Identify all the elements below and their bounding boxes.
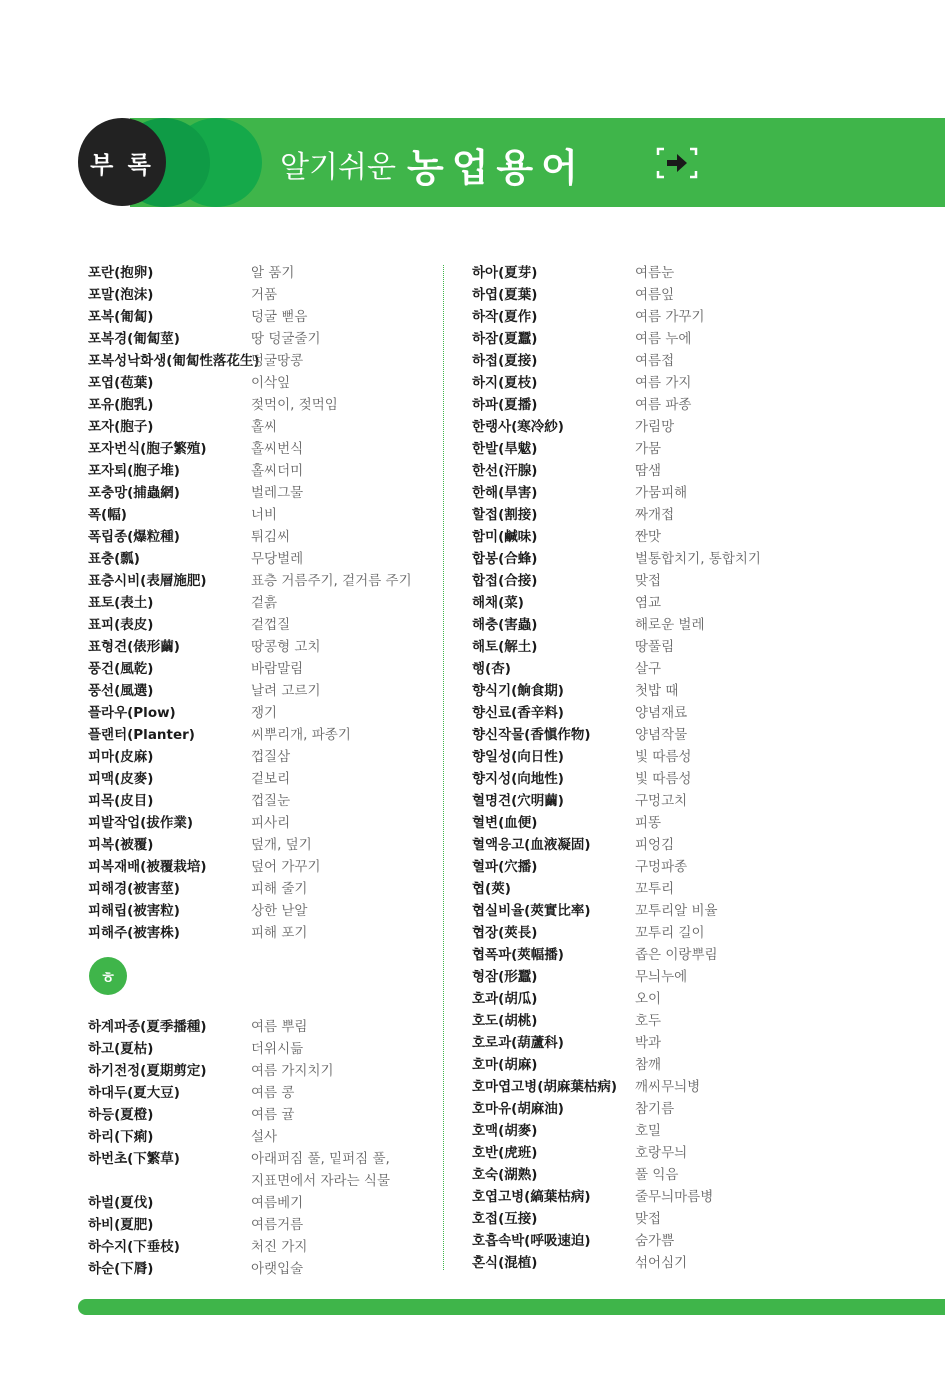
right-column (472, 262, 902, 1274)
glossary-term: 포충망(捕蟲網) (88, 485, 180, 501)
glossary-row (88, 1214, 438, 1236)
glossary-row (88, 658, 438, 680)
glossary-term: 하고(夏枯) (88, 1041, 154, 1057)
glossary-term: 플라우(Plow) (88, 705, 176, 721)
glossary-list-b (88, 1016, 438, 1280)
glossary-definition: 여름접 (635, 353, 675, 369)
glossary-term: 표토(表土) (88, 595, 154, 611)
glossary-term: 하계파종(夏季播種) (88, 1019, 207, 1035)
glossary-definition: 홀씨 (251, 419, 278, 435)
glossary-row (472, 526, 902, 548)
glossary-definition: 더위시듦 (251, 1041, 304, 1057)
glossary-row (88, 856, 438, 878)
page-title: 농업용어 (407, 146, 586, 190)
glossary-definition: 덮어 가꾸기 (251, 859, 321, 875)
glossary-term: 호마유(胡麻油) (472, 1101, 564, 1117)
glossary-row (88, 460, 438, 482)
glossary-row (88, 614, 438, 636)
glossary-term: 호숙(湖熟) (472, 1167, 538, 1183)
appendix-label: 부 록 (90, 150, 154, 179)
glossary-term: 피해경(被害莖) (88, 881, 180, 897)
glossary-term: 호흡속박(呼吸速迫) (472, 1233, 591, 1249)
glossary-term: 하기전정(夏期剪定) (88, 1063, 207, 1079)
glossary-row (472, 1032, 902, 1054)
glossary-term: 하접(夏接) (472, 353, 538, 369)
glossary-definition: 오이 (635, 991, 662, 1007)
glossary-term: 포말(泡沫) (88, 287, 154, 303)
glossary-definition: 꼬투리알 비율 (635, 903, 718, 919)
glossary-definition-line: 지표면에서 자라는 식물 (251, 1173, 390, 1189)
glossary-row (472, 570, 902, 592)
glossary-term: 호엽고병(縞葉枯病) (472, 1189, 591, 1205)
glossary-definition: 여름잎 (635, 287, 675, 303)
glossary-term: 혈액응고(血液凝固) (472, 837, 591, 853)
glossary-row (88, 724, 438, 746)
glossary-row (472, 614, 902, 636)
glossary-definition: 아랫입술 (251, 1261, 304, 1277)
glossary-row (88, 416, 438, 438)
glossary-definition: 호랑무늬 (635, 1145, 688, 1161)
glossary-row (472, 1142, 902, 1164)
glossary-term: 한해(旱害) (472, 485, 538, 501)
glossary-row (88, 1148, 438, 1192)
glossary-row (88, 636, 438, 658)
glossary-term: 혈파(穴播) (472, 859, 538, 875)
glossary-term: 함미(鹹味) (472, 529, 538, 545)
glossary-term: 하리(下痢) (88, 1129, 154, 1145)
glossary-definition: 땅풀림 (635, 639, 675, 655)
glossary-row (88, 702, 438, 724)
glossary-term: 폭립종(爆粒種) (88, 529, 180, 545)
glossary-definition: 꼬투리 (635, 881, 675, 897)
glossary-term: 혈변(血便) (472, 815, 538, 831)
glossary-term: 피해주(被害株) (88, 925, 180, 941)
glossary-definition: 땅 덩굴줄기 (251, 331, 321, 347)
glossary-row (88, 526, 438, 548)
glossary-term: 합봉(合蜂) (472, 551, 538, 567)
glossary-definition: 풀 익음 (635, 1167, 679, 1183)
glossary-row (472, 966, 902, 988)
glossary-definition: 양념재료 (635, 705, 688, 721)
glossary-definition: 빛 따름성 (635, 771, 692, 787)
glossary-row (88, 438, 438, 460)
glossary-row (88, 900, 438, 922)
glossary-definition: 피해 줄기 (251, 881, 308, 897)
glossary-term: 표형견(俵形繭) (88, 639, 180, 655)
glossary-term: 하수지(下垂枝) (88, 1239, 180, 1255)
glossary-definition: 꼬투리 길이 (635, 925, 705, 941)
glossary-row (472, 1164, 902, 1186)
glossary-definition: 맞접 (635, 573, 662, 589)
glossary-term: 포란(抱卵) (88, 265, 154, 281)
glossary-row (88, 1016, 438, 1038)
glossary-term: 향지성(向地性) (472, 771, 564, 787)
glossary-term: 하아(夏芽) (472, 265, 538, 281)
glossary-definition: 땀샘 (635, 463, 662, 479)
glossary-term: 피복(被覆) (88, 837, 154, 853)
glossary-definition: 땅콩형 고치 (251, 639, 321, 655)
glossary-row (472, 856, 902, 878)
glossary-row (472, 1230, 902, 1252)
glossary-term: 포엽(苞葉) (88, 375, 154, 391)
glossary-definition: 덩굴땅콩 (251, 353, 304, 369)
glossary-term: 하순(下脣) (88, 1261, 154, 1277)
glossary-term: 포자(胞子) (88, 419, 154, 435)
glossary-term: 포자번식(胞子繁殖) (88, 441, 207, 457)
glossary-row (88, 1192, 438, 1214)
glossary-row (88, 548, 438, 570)
glossary-term: 호도(胡桃) (472, 1013, 538, 1029)
glossary-row (472, 262, 902, 284)
glossary-definition: 껍질눈 (251, 793, 291, 809)
glossary-row (88, 284, 438, 306)
glossary-term: 호접(互接) (472, 1211, 538, 1227)
glossary-term: 향일성(向日性) (472, 749, 564, 765)
glossary-term: 한발(旱魃) (472, 441, 538, 457)
glossary-definition: 짜개접 (635, 507, 675, 523)
glossary-term: 한선(汗腺) (472, 463, 538, 479)
glossary-row (88, 1236, 438, 1258)
glossary-definition: 여름 가지치기 (251, 1063, 334, 1079)
glossary-definition: 무당벌레 (251, 551, 304, 567)
glossary-row (472, 284, 902, 306)
section-badge: ㅎ (89, 957, 127, 995)
glossary-definition: 염교 (635, 595, 662, 611)
glossary-row (472, 834, 902, 856)
glossary-row (472, 328, 902, 350)
glossary-definition: 날려 고르기 (251, 683, 321, 699)
glossary-term: 합접(合接) (472, 573, 538, 589)
glossary-definition: 숨가쁨 (635, 1233, 675, 1249)
glossary-row (472, 306, 902, 328)
glossary-definition: 깨씨무늬병 (635, 1079, 701, 1095)
glossary-row (472, 724, 902, 746)
glossary-term: 호로과(葫蘆科) (472, 1035, 564, 1051)
glossary-row (472, 1208, 902, 1230)
glossary-term: 포복(匍匐) (88, 309, 154, 325)
glossary-row (88, 1258, 438, 1280)
glossary-term: 하등(夏橙) (88, 1107, 154, 1123)
glossary-term: 하잠(夏蠶) (472, 331, 538, 347)
glossary-definition: 섞어심기 (635, 1255, 688, 1271)
glossary-row (88, 350, 438, 372)
glossary-definition: 첫밥 때 (635, 683, 679, 699)
glossary-term: 호마(胡麻) (472, 1057, 538, 1073)
glossary-row (88, 592, 438, 614)
glossary-row (472, 482, 902, 504)
glossary-row (472, 394, 902, 416)
glossary-term: 풍건(風乾) (88, 661, 154, 677)
glossary-definition: 여름 가꾸기 (635, 309, 705, 325)
glossary-term: 하번초(下繁草) (88, 1151, 180, 1167)
glossary-term: 협장(莢長) (472, 925, 538, 941)
glossary-definition: 여름 뿌림 (251, 1019, 308, 1035)
glossary-definition: 여름 콩 (251, 1085, 295, 1101)
glossary-definition: 여름 가지 (635, 375, 692, 391)
glossary-row (88, 1082, 438, 1104)
glossary-term: 포복성낙화생(匍匐性落花生) (88, 353, 260, 369)
glossary-definition: 참기름 (635, 1101, 675, 1117)
glossary-definition-line: 아래퍼짐 풀, 밑퍼짐 풀, (251, 1151, 390, 1167)
glossary-row (472, 636, 902, 658)
glossary-term: 표피(表皮) (88, 617, 154, 633)
glossary-definition: 여름 누에 (635, 331, 692, 347)
glossary-row (88, 746, 438, 768)
glossary-term: 하지(夏枝) (472, 375, 538, 391)
glossary-definition: 여름거름 (251, 1217, 304, 1233)
glossary-term: 플랜터(Planter) (88, 727, 195, 743)
bottom-bar (78, 1299, 945, 1315)
glossary-term: 피발작업(拔作業) (88, 815, 194, 831)
glossary-row (472, 1098, 902, 1120)
glossary-row (472, 350, 902, 372)
glossary-term: 해채(菜) (472, 595, 524, 611)
glossary-term: 향식기(餉食期) (472, 683, 564, 699)
glossary-row (88, 1126, 438, 1148)
glossary-row (88, 922, 438, 944)
glossary-row (472, 372, 902, 394)
glossary-term: 호맥(胡麥) (472, 1123, 538, 1139)
glossary-term: 폭(幅) (88, 507, 127, 523)
glossary-row (472, 548, 902, 570)
glossary-row (472, 460, 902, 482)
glossary-term: 포복경(匍匐莖) (88, 331, 180, 347)
glossary-definition (251, 1148, 390, 1192)
glossary-definition: 알 품기 (251, 265, 295, 281)
glossary-row (472, 768, 902, 790)
glossary-definition: 튀김씨 (251, 529, 291, 545)
title-light: 알기쉬운 (280, 150, 396, 185)
glossary-definition: 피사리 (251, 815, 291, 831)
glossary-definition: 홀씨더미 (251, 463, 304, 479)
glossary-definition: 바람말림 (251, 661, 304, 677)
glossary-term: 해토(解土) (472, 639, 538, 655)
glossary-row (472, 746, 902, 768)
glossary-definition: 처진 가지 (251, 1239, 308, 1255)
glossary-definition: 덩굴 뻗음 (251, 309, 308, 325)
glossary-row (472, 504, 902, 526)
glossary-definition: 박과 (635, 1035, 662, 1051)
glossary-definition: 좁은 이랑뿌림 (635, 947, 718, 963)
glossary-row (88, 790, 438, 812)
glossary-row (88, 262, 438, 284)
glossary-term: 호반(虎班) (472, 1145, 538, 1161)
glossary-definition: 피엉김 (635, 837, 675, 853)
glossary-row (88, 878, 438, 900)
glossary-term: 하비(夏肥) (88, 1217, 154, 1233)
glossary-definition: 설사 (251, 1129, 278, 1145)
glossary-row (472, 1054, 902, 1076)
glossary-definition: 덮개, 덮기 (251, 837, 312, 853)
glossary-row (472, 790, 902, 812)
glossary-term: 호과(胡瓜) (472, 991, 538, 1007)
glossary-definition: 겉껍질 (251, 617, 291, 633)
glossary-definition: 쟁기 (251, 705, 278, 721)
glossary-definition: 가림망 (635, 419, 675, 435)
glossary-term: 호마엽고병(胡麻葉枯病) (472, 1079, 618, 1095)
glossary-definition: 거품 (251, 287, 278, 303)
glossary-definition: 구멍파종 (635, 859, 688, 875)
glossary-term: 형잠(形蠶) (472, 969, 538, 985)
glossary-definition: 너비 (251, 507, 278, 523)
glossary-definition: 가뭄피해 (635, 485, 688, 501)
glossary-row (88, 812, 438, 834)
glossary-row (88, 306, 438, 328)
glossary-row (472, 658, 902, 680)
glossary-definition: 홀씨번식 (251, 441, 304, 457)
glossary-definition: 살구 (635, 661, 662, 677)
glossary-row (472, 1010, 902, 1032)
glossary-term: 협폭파(莢幅播) (472, 947, 564, 963)
glossary-term: 피마(皮麻) (88, 749, 154, 765)
column-divider (443, 265, 444, 1270)
glossary-row (472, 1120, 902, 1142)
glossary-row (472, 438, 902, 460)
glossary-term: 하대두(夏大豆) (88, 1085, 180, 1101)
glossary-row (88, 372, 438, 394)
glossary-definition: 여름눈 (635, 265, 675, 281)
glossary-term: 포자퇴(胞子堆) (88, 463, 180, 479)
glossary-term: 피복재배(被覆栽培) (88, 859, 207, 875)
glossary-definition: 무늬누에 (635, 969, 688, 985)
glossary-row (472, 702, 902, 724)
glossary-row (88, 834, 438, 856)
glossary-term: 혼식(混植) (472, 1255, 538, 1271)
glossary-definition: 젖먹이, 젖먹임 (251, 397, 338, 413)
glossary-term: 한랭사(寒冷紗) (472, 419, 564, 435)
glossary-term: 혈명견(穴明繭) (472, 793, 564, 809)
glossary-row (472, 1076, 902, 1098)
glossary-term: 피해립(被害粒) (88, 903, 180, 919)
glossary-term: 향신작물(香愼作物) (472, 727, 591, 743)
arrow-right-icon[interactable] (656, 147, 698, 179)
glossary-row (472, 944, 902, 966)
glossary-definition: 피해 포기 (251, 925, 308, 941)
glossary-row (88, 394, 438, 416)
glossary-term: 포유(胞乳) (88, 397, 154, 413)
glossary-term: 하작(夏作) (472, 309, 538, 325)
glossary-definition: 구멍고치 (635, 793, 688, 809)
glossary-definition: 벌레그물 (251, 485, 304, 501)
glossary-term: 행(杏) (472, 661, 511, 677)
glossary-list-right (472, 262, 902, 1274)
glossary-definition: 벌통합치기, 통합치기 (635, 551, 761, 567)
glossary-term: 표충(瓢) (88, 551, 140, 567)
glossary-term: 해충(害蟲) (472, 617, 538, 633)
glossary-definition: 상한 낟알 (251, 903, 308, 919)
glossary-row (88, 570, 438, 592)
glossary-row (472, 680, 902, 702)
glossary-definition: 호두 (635, 1013, 662, 1029)
glossary-definition: 여름 귤 (251, 1107, 295, 1123)
glossary-definition: 가뭄 (635, 441, 662, 457)
glossary-row (88, 328, 438, 350)
glossary-definition: 피똥 (635, 815, 662, 831)
glossary-list-a (88, 262, 438, 944)
glossary-row (88, 482, 438, 504)
glossary-term: 향신료(香辛料) (472, 705, 564, 721)
glossary-definition: 맞접 (635, 1211, 662, 1227)
glossary-row (88, 1104, 438, 1126)
glossary-term: 풍선(風選) (88, 683, 154, 699)
glossary-term: 하벌(夏伐) (88, 1195, 154, 1211)
glossary-definition: 표층 거름주기, 겉거름 주기 (251, 573, 412, 589)
glossary-row (472, 900, 902, 922)
glossary-row (472, 416, 902, 438)
glossary-definition: 양념작물 (635, 727, 688, 743)
glossary-term: 피맥(皮麥) (88, 771, 154, 787)
glossary-term: 하파(夏播) (472, 397, 538, 413)
glossary-row (472, 922, 902, 944)
glossary-term: 협실비율(莢實比率) (472, 903, 591, 919)
glossary-row (472, 1186, 902, 1208)
glossary-definition: 껍질삼 (251, 749, 291, 765)
glossary-term: 협(莢) (472, 881, 511, 897)
glossary-definition: 줄무늬마름병 (635, 1189, 714, 1205)
glossary-term: 하엽(夏葉) (472, 287, 538, 303)
glossary-definition: 호밀 (635, 1123, 662, 1139)
glossary-term: 피목(皮目) (88, 793, 154, 809)
glossary-term: 할접(割接) (472, 507, 538, 523)
glossary-row (88, 504, 438, 526)
glossary-definition: 겉흙 (251, 595, 278, 611)
glossary-definition: 여름 파종 (635, 397, 692, 413)
glossary-row (472, 988, 902, 1010)
glossary-definition: 이삭잎 (251, 375, 291, 391)
glossary-definition: 씨뿌리개, 파종기 (251, 727, 351, 743)
glossary-row (472, 1252, 902, 1274)
glossary-row (88, 680, 438, 702)
glossary-term: 표층시비(表層施肥) (88, 573, 207, 589)
left-column (88, 262, 438, 1280)
glossary-definition: 짠맛 (635, 529, 662, 545)
glossary-definition: 겉보리 (251, 771, 291, 787)
glossary-row (472, 812, 902, 834)
glossary-row (472, 592, 902, 614)
glossary-row (472, 878, 902, 900)
glossary-definition: 참깨 (635, 1057, 662, 1073)
glossary-definition: 여름베기 (251, 1195, 304, 1211)
glossary-definition: 빛 따름성 (635, 749, 692, 765)
glossary-row (88, 768, 438, 790)
glossary-definition: 해로운 벌레 (635, 617, 705, 633)
glossary-row (88, 1038, 438, 1060)
glossary-row (88, 1060, 438, 1082)
